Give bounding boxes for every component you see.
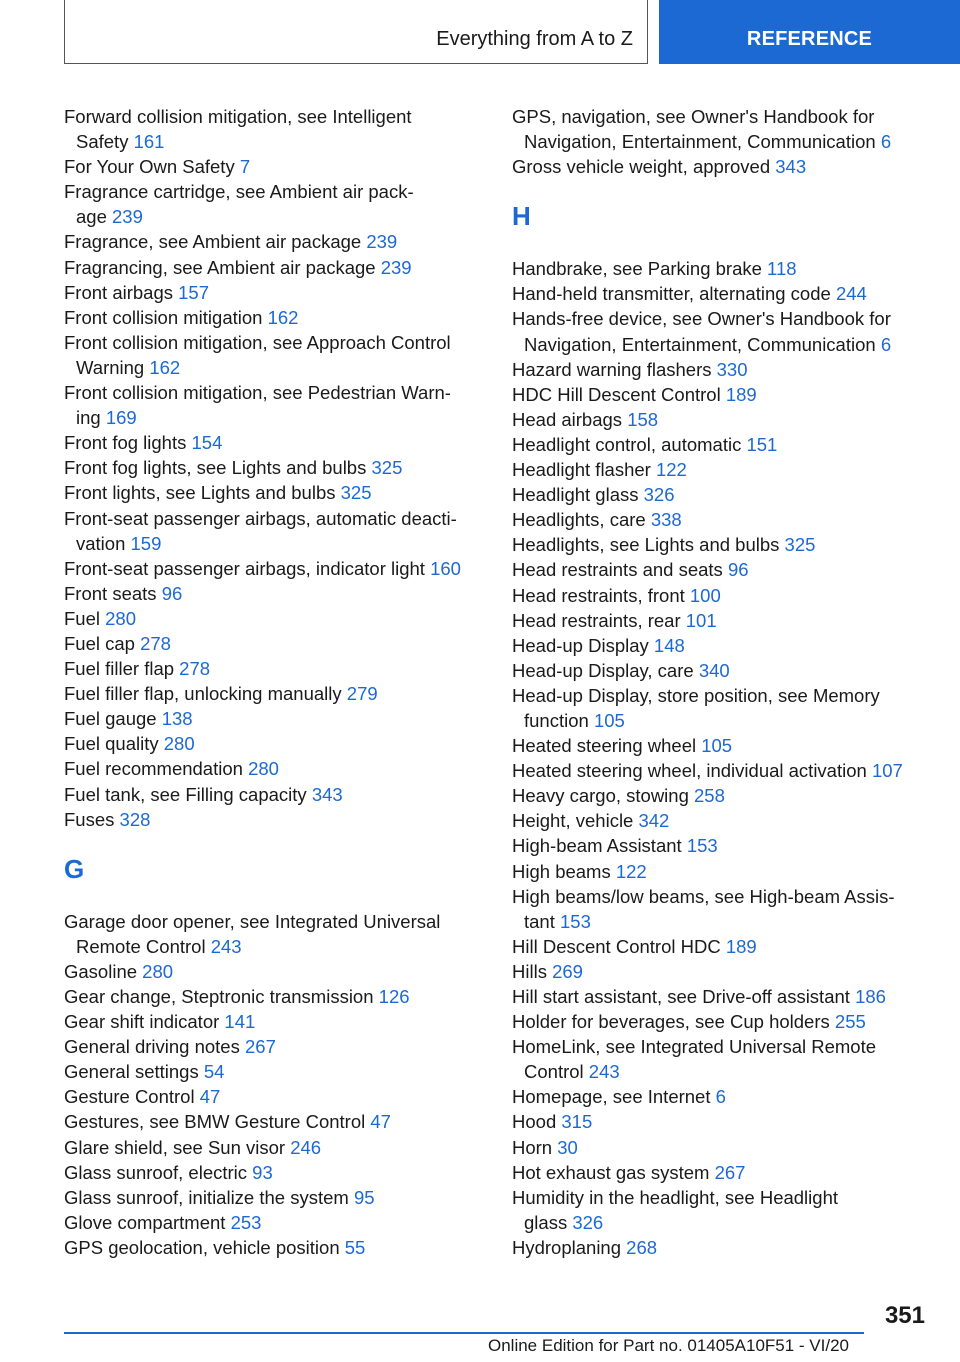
index-entry xyxy=(512,833,932,858)
index-entry-text: Fragrance cartridge, see Ambient air pack- xyxy=(64,181,414,203)
index-entry xyxy=(64,1235,484,1260)
page-link[interactable]: 157 xyxy=(178,281,210,303)
index-entry-text: function xyxy=(524,709,594,731)
index-entry-text: Front airbags xyxy=(64,281,179,303)
index-entry xyxy=(64,1135,484,1160)
index-entry xyxy=(64,255,484,280)
index-entry-text: Head restraints, front xyxy=(512,584,690,606)
index-entry xyxy=(64,1185,484,1210)
index-entry xyxy=(512,683,932,733)
index-entry-text: Front fog lights xyxy=(64,432,192,454)
index-entry-text: vation xyxy=(76,532,131,554)
index-entry-text: Height, vehicle xyxy=(512,810,639,832)
page-link[interactable]: 95 xyxy=(353,1186,375,1208)
index-entry xyxy=(64,1009,484,1034)
page-link[interactable]: 258 xyxy=(694,785,725,807)
index-entry xyxy=(64,480,484,505)
index-entry xyxy=(64,631,484,656)
index-entry xyxy=(512,783,932,808)
index-entry xyxy=(64,681,484,706)
index-entry xyxy=(512,733,932,758)
page-link[interactable]: 100 xyxy=(689,584,721,606)
page-link[interactable]: 101 xyxy=(685,609,717,631)
index-entry-text: GPS geolocation, vehicle position xyxy=(64,1236,345,1258)
index-entry xyxy=(64,756,484,781)
index-entry-text: Handbrake, see Parking brake xyxy=(512,258,768,280)
page-link[interactable]: 186 xyxy=(855,986,886,1007)
index-entry-text: Fuel filler flap, unlocking manually xyxy=(64,683,347,705)
index-entry-text: High beams/low beams, see High-beam Assis- xyxy=(512,885,895,907)
index-entry xyxy=(64,1084,484,1109)
page-link[interactable]: 47 xyxy=(199,1086,221,1108)
index-letter-heading: H xyxy=(512,201,531,232)
index-entry xyxy=(64,807,484,832)
page-link[interactable]: 122 xyxy=(655,459,687,481)
index-entry-text: Heavy cargo, stowing xyxy=(512,785,695,807)
index-entry-text: Head-up Display, care xyxy=(512,659,699,681)
index-entry-text: Glove compartment xyxy=(64,1211,231,1233)
page-link[interactable]: 153 xyxy=(686,835,718,857)
index-entry xyxy=(512,984,932,1009)
page-link[interactable]: 138 xyxy=(161,708,193,730)
edition-text: Online Edition for Part no. 01405A10F51 - VI/20 xyxy=(488,1336,850,1355)
index-entry-text: Hot exhaust gas system xyxy=(512,1161,715,1183)
index-entry xyxy=(512,306,932,356)
page-number: 351 xyxy=(884,1302,925,1329)
index-entry-text: Hill Descent Control HDC xyxy=(512,935,726,957)
index-entry xyxy=(512,1084,932,1109)
page-link[interactable]: 326 xyxy=(572,1211,604,1233)
page-link[interactable]: 6 xyxy=(880,131,892,153)
index-entry xyxy=(64,731,484,756)
page-link[interactable]: 153 xyxy=(560,910,591,932)
index-entry xyxy=(64,581,484,606)
index-entry xyxy=(512,959,932,984)
page-link[interactable]: 279 xyxy=(346,683,378,705)
index-entry-text: Gasoline xyxy=(64,960,143,982)
page-link[interactable]: 122 xyxy=(615,860,647,882)
index-column-right xyxy=(512,104,932,1260)
index-entry xyxy=(64,154,484,179)
index-entry-text: Warning xyxy=(76,356,150,378)
index-entry-text: Holder for beverages, see Cup holders xyxy=(512,1011,835,1033)
index-entry-text: Glare shield, see Sun visor xyxy=(64,1136,291,1158)
page-link[interactable]: 243 xyxy=(210,935,242,957)
index-entry-text: Head restraints and seats xyxy=(512,559,728,581)
page-link[interactable]: 151 xyxy=(746,433,778,455)
page-link[interactable]: 267 xyxy=(245,1036,276,1058)
page-link[interactable]: 328 xyxy=(119,808,151,830)
index-entry xyxy=(64,506,484,556)
index-entry xyxy=(512,1185,932,1235)
index-entry-text: Hand-held transmitter, alternating code xyxy=(512,283,836,305)
index-entry xyxy=(64,455,484,480)
index-entry-text: Headlights, care xyxy=(512,509,651,531)
page-link[interactable]: 189 xyxy=(725,935,757,957)
index-entry-text: GPS, navigation, see Owner's Handbook for xyxy=(512,106,875,127)
index-entry-text: Headlight glass xyxy=(512,484,644,506)
index-entry xyxy=(64,1109,484,1134)
page-link[interactable]: 148 xyxy=(653,634,685,656)
index-entry xyxy=(512,154,932,179)
page-link[interactable]: 326 xyxy=(643,484,675,506)
index-entry xyxy=(512,532,932,557)
page-link[interactable]: 330 xyxy=(716,358,748,380)
index-entry-text: Hazard warning flashers xyxy=(512,358,717,380)
index-entry xyxy=(512,658,932,683)
index-entry-text: High beams xyxy=(512,860,616,882)
index-entry-text: Hydroplaning xyxy=(512,1236,627,1258)
page-link[interactable]: 93 xyxy=(252,1161,273,1183)
index-entry-text: Control xyxy=(524,1061,589,1083)
page-link[interactable]: 269 xyxy=(552,960,583,982)
index-entry xyxy=(512,357,932,382)
index-entry xyxy=(512,1109,932,1134)
index-entry-text: Headlights, see Lights and bulbs xyxy=(512,534,785,556)
page-link[interactable]: 96 xyxy=(727,559,749,581)
index-entry xyxy=(512,104,932,154)
page-link[interactable]: 239 xyxy=(112,206,143,228)
index-entry-text: Hood xyxy=(512,1111,562,1133)
index-entry xyxy=(64,229,484,254)
index-entry-text: General settings xyxy=(64,1061,204,1083)
page-link[interactable]: 343 xyxy=(775,156,807,178)
index-entry xyxy=(512,507,932,532)
index-entry xyxy=(64,1034,484,1059)
index-entry-text: Front fog lights, see Lights and bulbs xyxy=(64,457,372,479)
index-entry xyxy=(512,432,932,457)
index-entry-text: Front lights, see Lights and bulbs xyxy=(64,482,341,504)
index-entry xyxy=(512,256,932,281)
index-entry-text: Front collision mitigation xyxy=(64,306,268,328)
page-link[interactable]: 54 xyxy=(203,1061,225,1083)
page-link[interactable]: 268 xyxy=(626,1236,658,1258)
page-link[interactable]: 278 xyxy=(140,632,171,654)
index-entry-text: Gear shift indicator xyxy=(64,1011,225,1033)
index-entry-text: Head restraints, rear xyxy=(512,609,686,631)
index-entry-text: Fuel filler flap xyxy=(64,658,180,680)
index-entry-text: Front-seat passenger airbags, indicator light xyxy=(64,557,431,579)
index-entry-text: Hill start assistant, see Drive-off assistant xyxy=(512,986,856,1007)
page-link[interactable]: 96 xyxy=(161,582,183,604)
page-link[interactable]: 315 xyxy=(561,1111,593,1133)
index-entry-text: Heated steering wheel xyxy=(512,735,702,757)
index-entry-text: Fragrancing, see Ambient air package xyxy=(64,256,381,278)
index-entry xyxy=(64,179,484,229)
index-entry-text: HDC Hill Descent Control xyxy=(512,383,726,405)
index-entry-text: age xyxy=(76,206,113,228)
page-link[interactable]: 239 xyxy=(380,256,412,278)
index-entry-text: Gestures, see BMW Gesture Control xyxy=(64,1111,371,1133)
index-entry xyxy=(64,430,484,455)
page-link[interactable]: 107 xyxy=(871,760,903,782)
index-entry xyxy=(512,859,932,884)
index-entry xyxy=(64,1210,484,1235)
index-column-left xyxy=(64,104,484,1260)
page-link[interactable]: 189 xyxy=(725,383,757,405)
index-entry xyxy=(512,482,932,507)
index-entry-text: Humidity in the headlight, see Headlight xyxy=(512,1186,838,1208)
page-link[interactable]: 338 xyxy=(650,509,682,531)
page-link[interactable]: 105 xyxy=(701,735,733,757)
index-entry xyxy=(512,934,932,959)
index-entry xyxy=(64,782,484,807)
index-entry xyxy=(512,1009,932,1034)
index-entry-text: Fuses xyxy=(64,808,120,830)
page-link[interactable]: 162 xyxy=(267,306,299,328)
index-entry-text: Fuel cap xyxy=(64,632,141,654)
footer-rule xyxy=(64,1332,864,1334)
page-link[interactable]: 161 xyxy=(133,131,165,153)
index-entry-text: Front collision mitigation, see Approach Control xyxy=(64,331,451,353)
index-entry xyxy=(64,556,484,581)
index-entry xyxy=(512,382,932,407)
index-entry-text: Fuel gauge xyxy=(64,708,162,730)
index-entry-text: Headlight flasher xyxy=(512,459,656,481)
index-entry-text: Garage door opener, see Integrated Universal xyxy=(64,910,441,932)
index-entry xyxy=(64,706,484,731)
index-entry-text: General driving notes xyxy=(64,1036,245,1058)
page-link[interactable]: 340 xyxy=(698,659,730,681)
index-entry-text: For Your Own Safety xyxy=(64,156,240,178)
header-reference-tab xyxy=(659,0,960,64)
index-letter-heading: G xyxy=(64,853,85,884)
page-link[interactable]: 30 xyxy=(557,1136,578,1158)
page-link[interactable]: 278 xyxy=(179,658,211,680)
index-entry-text: glass xyxy=(524,1211,573,1233)
page-link[interactable]: 253 xyxy=(230,1211,262,1233)
index-entry xyxy=(512,407,932,432)
index-entry-text: Gesture Control xyxy=(64,1086,200,1108)
index-entry-text: Gross vehicle weight, approved xyxy=(512,156,776,178)
index-entry-text: Front seats xyxy=(64,582,162,604)
index-entry-text: HomeLink, see Integrated Universal Remote xyxy=(512,1036,877,1058)
index-entry-text: Fuel tank, see Filling capacity xyxy=(64,783,312,805)
index-entry-text: Remote Control xyxy=(76,935,211,957)
index-entry-text: Headlight control, automatic xyxy=(512,433,747,455)
section-title: Everything from A to Z xyxy=(436,28,633,50)
index-entry xyxy=(512,633,932,658)
index-entry xyxy=(512,1135,932,1160)
index-entry xyxy=(512,1235,932,1260)
page-link[interactable]: 280 xyxy=(142,960,174,982)
page-link[interactable]: 6 xyxy=(715,1086,726,1108)
index-entry xyxy=(64,984,484,1009)
reference-tab-label: REFERENCE xyxy=(746,28,873,50)
index-entry xyxy=(512,1034,932,1084)
index-entry-text: Glass sunroof, initialize the system xyxy=(64,1186,354,1208)
index-entry xyxy=(64,380,484,430)
page-link[interactable]: 246 xyxy=(290,1136,322,1158)
index-entry-text: Heated steering wheel, individual activation xyxy=(512,760,872,782)
index-entry xyxy=(64,1160,484,1185)
page-link[interactable]: 162 xyxy=(149,356,181,378)
page-link[interactable]: 169 xyxy=(105,407,137,429)
page-link[interactable]: 105 xyxy=(593,709,625,731)
index-entry xyxy=(512,583,932,608)
page-link[interactable]: 280 xyxy=(105,607,137,629)
page-link[interactable]: 255 xyxy=(834,1011,866,1033)
index-entry-text: Fuel xyxy=(64,607,106,629)
index-entry-text: Head airbags xyxy=(512,408,628,430)
index-entry-text: Hills xyxy=(512,960,553,982)
page-link[interactable]: 325 xyxy=(340,482,372,504)
page-link[interactable]: 267 xyxy=(714,1161,746,1183)
page-link[interactable]: 118 xyxy=(767,258,797,280)
index-entry-text: Glass sunroof, electric xyxy=(64,1161,253,1183)
page-link[interactable]: 244 xyxy=(835,283,867,305)
index-entry-text: High-beam Assistant xyxy=(512,835,687,857)
index-entry-text: Fragrance, see Ambient air package xyxy=(64,231,367,253)
page-link[interactable]: 159 xyxy=(130,532,162,554)
header-section-box xyxy=(64,0,648,64)
index-entry xyxy=(64,959,484,984)
index-entry xyxy=(64,606,484,631)
page-link[interactable]: 154 xyxy=(191,432,223,454)
index-entry xyxy=(64,280,484,305)
index-entry xyxy=(512,281,932,306)
index-entry xyxy=(64,656,484,681)
page-link[interactable]: 239 xyxy=(366,231,398,253)
page-link[interactable]: 343 xyxy=(311,783,343,805)
index-entry-text: Navigation, Entertainment, Communication xyxy=(524,333,881,355)
index-entry xyxy=(512,457,932,482)
page-link[interactable]: 126 xyxy=(378,986,410,1007)
page-link[interactable]: 7 xyxy=(239,156,251,178)
index-entry-text: Homepage, see Internet xyxy=(512,1086,716,1108)
index-entry xyxy=(64,909,484,959)
index-entry xyxy=(512,557,932,582)
index-entry-text: Safety xyxy=(76,131,134,153)
page-link[interactable]: 325 xyxy=(371,457,403,479)
index-entry-text: Forward collision mitigation, see Intelligent xyxy=(64,106,412,127)
index-entry xyxy=(512,884,932,934)
page-link[interactable]: 160 xyxy=(430,557,461,579)
page-link[interactable]: 280 xyxy=(248,758,279,780)
index-entry-text: Navigation, Entertainment, Communication xyxy=(524,131,881,153)
index-entry-text: Horn xyxy=(512,1136,558,1158)
index-entry-text: Front-seat passenger airbags, automatic deacti- xyxy=(64,507,457,529)
index-entry-text: Head-up Display xyxy=(512,634,654,656)
index-entry xyxy=(512,808,932,833)
index-entry xyxy=(64,305,484,330)
page-link[interactable]: 325 xyxy=(784,534,816,556)
index-entry-text: Fuel recommendation xyxy=(64,758,249,780)
page-link[interactable]: 55 xyxy=(344,1236,366,1258)
page-link[interactable]: 243 xyxy=(588,1061,620,1083)
page-link[interactable]: 158 xyxy=(627,408,659,430)
index-entry xyxy=(64,1059,484,1084)
page-link[interactable]: 47 xyxy=(370,1111,391,1133)
index-entry xyxy=(64,330,484,380)
index-entry xyxy=(512,608,932,633)
index-entry xyxy=(512,758,932,783)
index-entry-text: ing xyxy=(76,407,106,429)
page-link[interactable]: 280 xyxy=(163,733,195,755)
index-entry-text: Fuel quality xyxy=(64,733,164,755)
page-link[interactable]: 141 xyxy=(224,1011,256,1033)
index-entry-text: Hands-free device, see Owner's Handbook for xyxy=(512,308,891,330)
index-entry-text: Head-up Display, store position, see Memory xyxy=(512,684,880,706)
index-entry xyxy=(64,104,484,154)
page-link[interactable]: 342 xyxy=(638,810,670,832)
index-entry-text: Front collision mitigation, see Pedestrian Warn- xyxy=(64,382,451,404)
index-entry-text: Gear change, Steptronic transmission xyxy=(64,986,379,1007)
index-entry xyxy=(512,1160,932,1185)
index-entry-text: tant xyxy=(524,910,560,932)
page-link[interactable]: 6 xyxy=(880,333,892,355)
